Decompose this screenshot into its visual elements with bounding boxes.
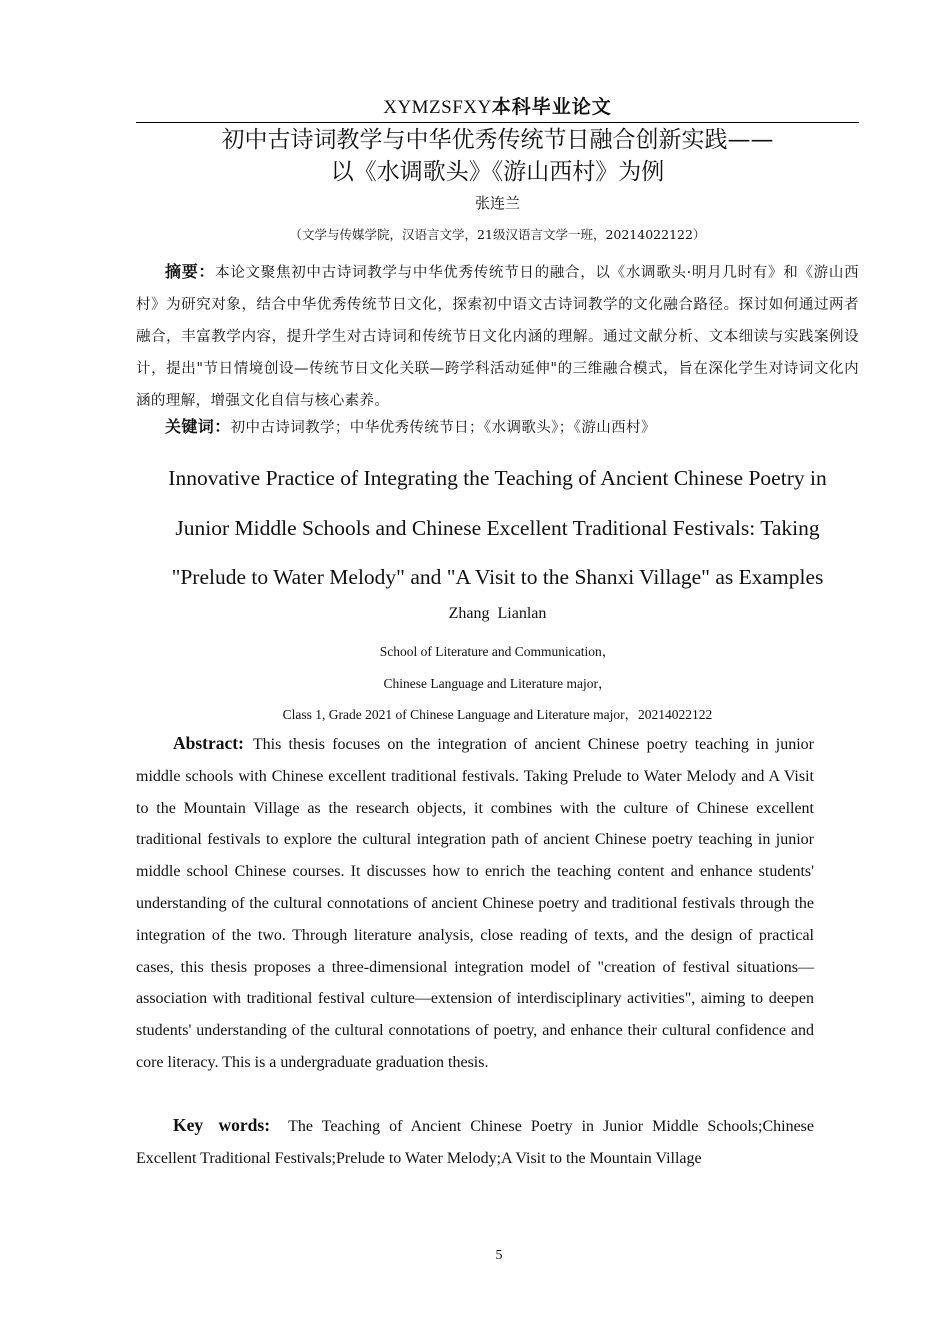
affiliation-cn: （文学与传媒学院，汉语言文学，21级汉语言文学一班，20214022122） [289,227,706,242]
abstract-cn-text: 本论文聚焦初中古诗词教学与中华优秀传统节日的融合，以《水调歌头·明月几时有》和《游山西村》为研究对象，结合中华优秀传统节日文化，探索初中语文古诗词教学的文化融合路径。探讨如何通过两者融合，丰富教学内容，提升学生对古诗词和传统节日文化内涵的理解。通过文献分析、文本细读与实践案例设计，提出"节日情境创设—传统节日文化关联—跨学科活动延伸"的三维融合模式，旨在深化学生对诗词文化内涵的理解，增强文化自信与核心素养。 [136,265,859,409]
header-code: XYMZSFXY [383,97,492,118]
header-label: 本科毕业论文 [491,96,612,118]
abstract-en-label: Abstract: [173,733,244,753]
title-cn-line-2: 以《水调歌头》《游山西村》为例 [330,159,665,185]
keywords-en-text: The Teaching of Ancient Chinese Poetry in Junior Middle Schools;Chinese Excellent Traditional Festivals;Prelude to Water Melody;A Visit to the Mountain Village [136,1118,815,1167]
affiliation-en-line-3: Class 1, Grade 2021 of Chinese Language and Literature major，20214022122 [282,707,713,722]
title-cn-line-1: 初中古诗词教学与中华优秀传统节日融合创新实践—— [221,127,774,153]
keywords-en [136,1110,814,1175]
abstract-en-text: This thesis focuses on the integration of ancient Chinese poetry teaching in junior middle schools with Chinese excellent traditional festivals. Taking Prelude to Water Melody and A Visit to the Mountain Village as the research objects, it combines with the culture of Chinese excellent traditional festivals to explore the cultural integration path of ancient Chinese poetry teaching in junior middle school Chinese courses. It discusses how to enrich the teaching content and enhance students' understanding of the cultural connotations of ancient Chinese poetry and traditional festivals through the integration of the two. Through literature analysis, close reading of texts, and the design of practical cases, this thesis proposes a three-dimensional integration model of "creation of festival situations—association with traditional festival culture—extension of interdisciplinary activities", aiming to deepen students' understanding of the cultural connotations of poetry, and enhance their cultural confidence and core literacy. This is a undergraduate graduation thesis. [136,736,814,1071]
thesis-title-cn [136,124,859,188]
abstract-en [136,728,814,1079]
keywords-en-label: Key words: [173,1115,271,1135]
title-en-line-3: "Prelude to Water Melody" and "A Visit to the Shanxi Village" as Examples [171,565,824,589]
title-en-line-2: Junior Middle Schools and Chinese Excellent Traditional Festivals: Taking [175,515,820,540]
author-name-en: Zhang Lianlan [448,605,547,622]
abstract-cn [136,256,859,417]
keywords-cn-label: 关键词： [165,417,231,436]
keywords-cn [136,412,859,443]
title-en-line-1: Innovative Practice of Integrating the Teaching of Ancient Chinese Poetry in [168,466,827,490]
keywords-cn-text: 初中古诗词教学；中华优秀传统节日；《水调歌头》；《游山西村》 [230,420,656,436]
affiliation-en-line-2: Chinese Language and Literature major， [383,675,612,691]
page-number: 5 [495,1248,503,1263]
affiliation-en [136,636,859,731]
page-header [136,94,859,123]
abstract-cn-label: 摘要： [165,262,216,281]
thesis-title-en [136,454,859,603]
affiliation-en-line-1: School of Literature and Communication， [379,644,616,659]
author-name-cn: 张连兰 [474,194,520,212]
